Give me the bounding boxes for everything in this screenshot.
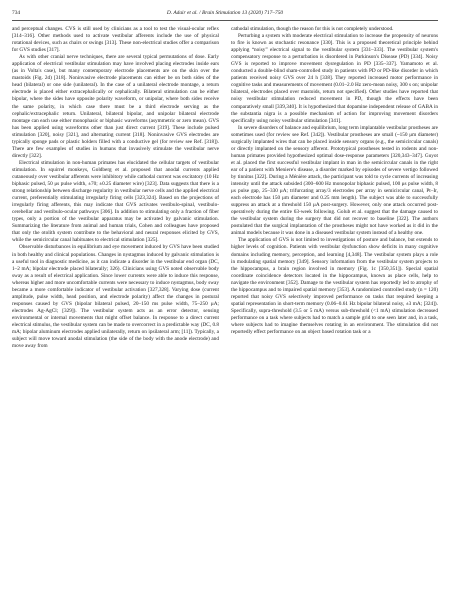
paragraph: As with other cranial nerve techniques, there are several typical permutations of dose. Early application of electrical vestibular stimulation may have involved placing electrodes inside ears (as in Volta's case), but many contemporary electrode placements are on the skin over the mastoids (Fig. 2d) [318]. Noninvasive electrode placements can either be on both sides of the head (bilateral) or one side (unilateral). In the case of a unilateral electrode montage, a return electrode is placed either extracephalically or cephalically. Bilateral stimulation can be either bipolar, where the sides have opposite polarity waveform, or unipolar, where both sides receive the same polarity, in which case there must be a third electrode serving as the cephalic/extracephalic return. Unilateral, bilateral bipolar, and unipolar bilateral electrode montage can each use either monophasic or biphasic waveforms (asymmetric or zero mean). GVS has been applied using waveforms other than just direct current [319]. These include pulsed stimulation [320], noisy [321], and alternating current [318]. Noninvasive GVS electrodes are typically sponge pads or plastic holders filled with a conductive gel (for review see Ref. [318]). There are few examples of studies in humans that invasively stimulate the vestibular nerve directly [322]. — [12, 54, 219, 159]
left-column — [12, 26, 219, 592]
paragraph: Perturbing a system with moderate electrical stimulation to increase the propensity of neurons to fire is known as stochastic resonance [330]. This is a proposed theoretical principle behind applying “noisy” electrical signal to the vestibular system [331–333]. The vestibular system's compensatory response to a perturbation is disordered in Parkinson's Disease (PD) [334]. Noisy GVS is reported to improve movement dysregulation in PD [335–337]. Yamamoto et al. conducted a double-blind sham-controlled study in patients with PD or PD-like disorder in which patients received noisy GVS over 24 h [338]. They reported increased motor performance in cognitive tasks and measurements of movement (0.01–2.0 Hz zero-mean noisy, 300 s on; unipolar bilateral, electrodes placed over mastoids, return not specified). Other studies have reported that noisy vestibular stimulation reduced movement in PD, though the effects have been comparatively small [339,340]. It is hypothesized that dopamine independent release of GABA in the substantia nigra is a possible mechanism of action for improving movement disorders specifically using noisy vestibular stimulation [341]. — [231, 33, 438, 124]
paragraph: cathodal stimulation, though the reason for this is not completely understood. — [231, 26, 394, 32]
running-title: D. Adair et al. / Brain Stimulation 13 (2020) 717–750 — [166, 10, 284, 16]
paragraph: and perceptual changes. CVS is still used by clinicians as a tool to test the visual-ocular reflex [314–316]. Other methods used to activate vestibular afferents include the use of physical rotational devices, such as chairs or swings [313]. These non-electrical studies offer a comparison for GVS studies [317]. — [12, 26, 219, 54]
paragraph: The application of GVS is not limited to investigations of posture and balance, but extends to higher levels of cognition. Patients with vestibular dysfunction show deficits in many cognitive domains including memory, perception, and learning [4,348]. The vestibular system plays a role in modulating spatial memory [349]. Sensory information from the vestibular system projects to the hippocampus, a brain region involved in memory (Fig. 1c [350,351]). Special spatial coordinate coincidence detectors located in the hippocampus, known as place cells, help to navigate the environment [352]. Damage to the vestibular system has reportedly led to atrophy of the hippocampus and to impaired spatial memory [353]. A randomized controlled study (n = 120) reported that noisy GVS selectively improved performance on tasks that required keeping a spatial representation in short-term memory (0.06–0.61 Hz bipolar bilateral noisy, ±3 mA; [324]). Specifically, supra-threshold (3.5 or 5 mA) versus sub-threshold (<1 mA) stimulation decreased performance on a task where subjects had to match a sample grid to one seen later and, in a task, where subjects had to imagine themselves rotating in an environment. The stimulation did not reportedly effect performance on an object based rotation task or a — [231, 237, 438, 336]
page-header — [12, 8, 438, 18]
paragraph: In severe disorders of balance and equilibrium, long term implantable vestibular prostheses are sometimes used (for review see Ref. [342]). Vestibular prostheses are small (~150 μm diameter) surgically implanted wires that can be placed inside sensory organs (e.g., the semicircular canals) or directly implanted on the sensory afferent. Prototypical prostheses tested in rodents and non-human primates provided hypothesized optimal dose-response parameters [320,343–347]. Guyot et al. placed the first successful vestibular implant in man in the semicircular canals in the right ear of a patient with Meniere's disease, a disorder marked by episodes of severe vertigo followed by tinnitus [322]. During a Ménière attack, the participant was told to cycle currents of increasing intensity until the attack subsided (300–600 Hz monopolar biphasic pulsed, 100 μs pulse width, 8 μs pulse gap, 25–330 μA; trifurcating array/3 electrodes per array in semicircular canal, Pt–Ir, each electrode has 150 μm diameter and 0.25 mm length). The subject was able to successfully suppress an attack at a threshold 150 μA post-surgery. However, only one attack occurred post-operatively during the entire 63-week following. Golub et al. suggest that the damage caused to the vestibular system during the surgery that did not recover to baseline [322]. The authors postulated that the surgical implantation of the prostheses might not have worked as it did in the animal models because it was done in a diseased vestibular system instead of a healthy one. — [231, 124, 438, 237]
page-number: 734 — [12, 10, 21, 16]
paragraph: Electrical stimulation in non-human primates has elucidated the cellular targets of vestibular stimulation. In squirrel monkeys, Goldberg et al. proposed that anodal currents applied cutaneously over vestibular afferents were inhibitory while cathodal current was excitatory (10 Hz biphasic pulsed, 50 μs pulse width, ±70; ±0.25 diameter wire) [323]. Data suggests that there is a strong relationship between discharge regularity in vestibular nerve cells and the applied electrical current, preferentially stimulating irregularly firing cells [323,324]. Based on the projections of irregularly firing afferents, this may indicate that GVS activates vestibulo-spinal, vestibulo-cerebellar and vestibulo-ocular pathways [306]. In addition to stimulating only a fraction of fiber types, only a portion of the vestibular apparatus may be activated by galvanic stimulation. Summarizing the literature from animal and human trials, Cohen and colleagues have proposed that only the otolith system contribute to the behavioral and neural responses elicited by GVS, while the semicircular canal habituates to electrical stimulation [325]. — [12, 159, 219, 244]
header-rule — [12, 20, 438, 21]
paragraph: Observable disturbances in equilibrium and eye movement induced by GVS have been studied in both healthy and clinical populations. Changes in nystagmus induced by galvanic stimulation is a useful tool in diagnostic medicine, as it can indicate a disorder in the vestibular end organ (DC, 1–2 mA; bipolar electrode placed bilaterally; 326). Clinicians using GVS noted observable body sway as a result of electrical application. Since lower currents were able to induce this response, whereas higher and more uncomfortable currents were necessary to induce nystagmus, body sway became a more comfortable indicator of vestibular activation [327,328]. Varying dose (current amplitude, pulse width, head position, and electrode polarity) affect the changes in postural responses caused by GVS (bipolar bilateral pulsed, 20–150 ms pulse width, 75–250 μA; electrodes Ag-AgCl; [329]). The vestibular system acts as an error detector, sensing environmental or internal movements that might offset balance. In response to a direct current electrical stimulus, the vestibular system can be made to overcorrect in a predictable way (DC, 0.8 mA; bipolar aluminum electrodes applied unilaterally, return on ipsilateral arm; [11]). Typically, a subject will move toward anodal stimulation (the side of the body with the anode electrode) and move away from — [12, 244, 219, 350]
right-column — [231, 26, 438, 592]
